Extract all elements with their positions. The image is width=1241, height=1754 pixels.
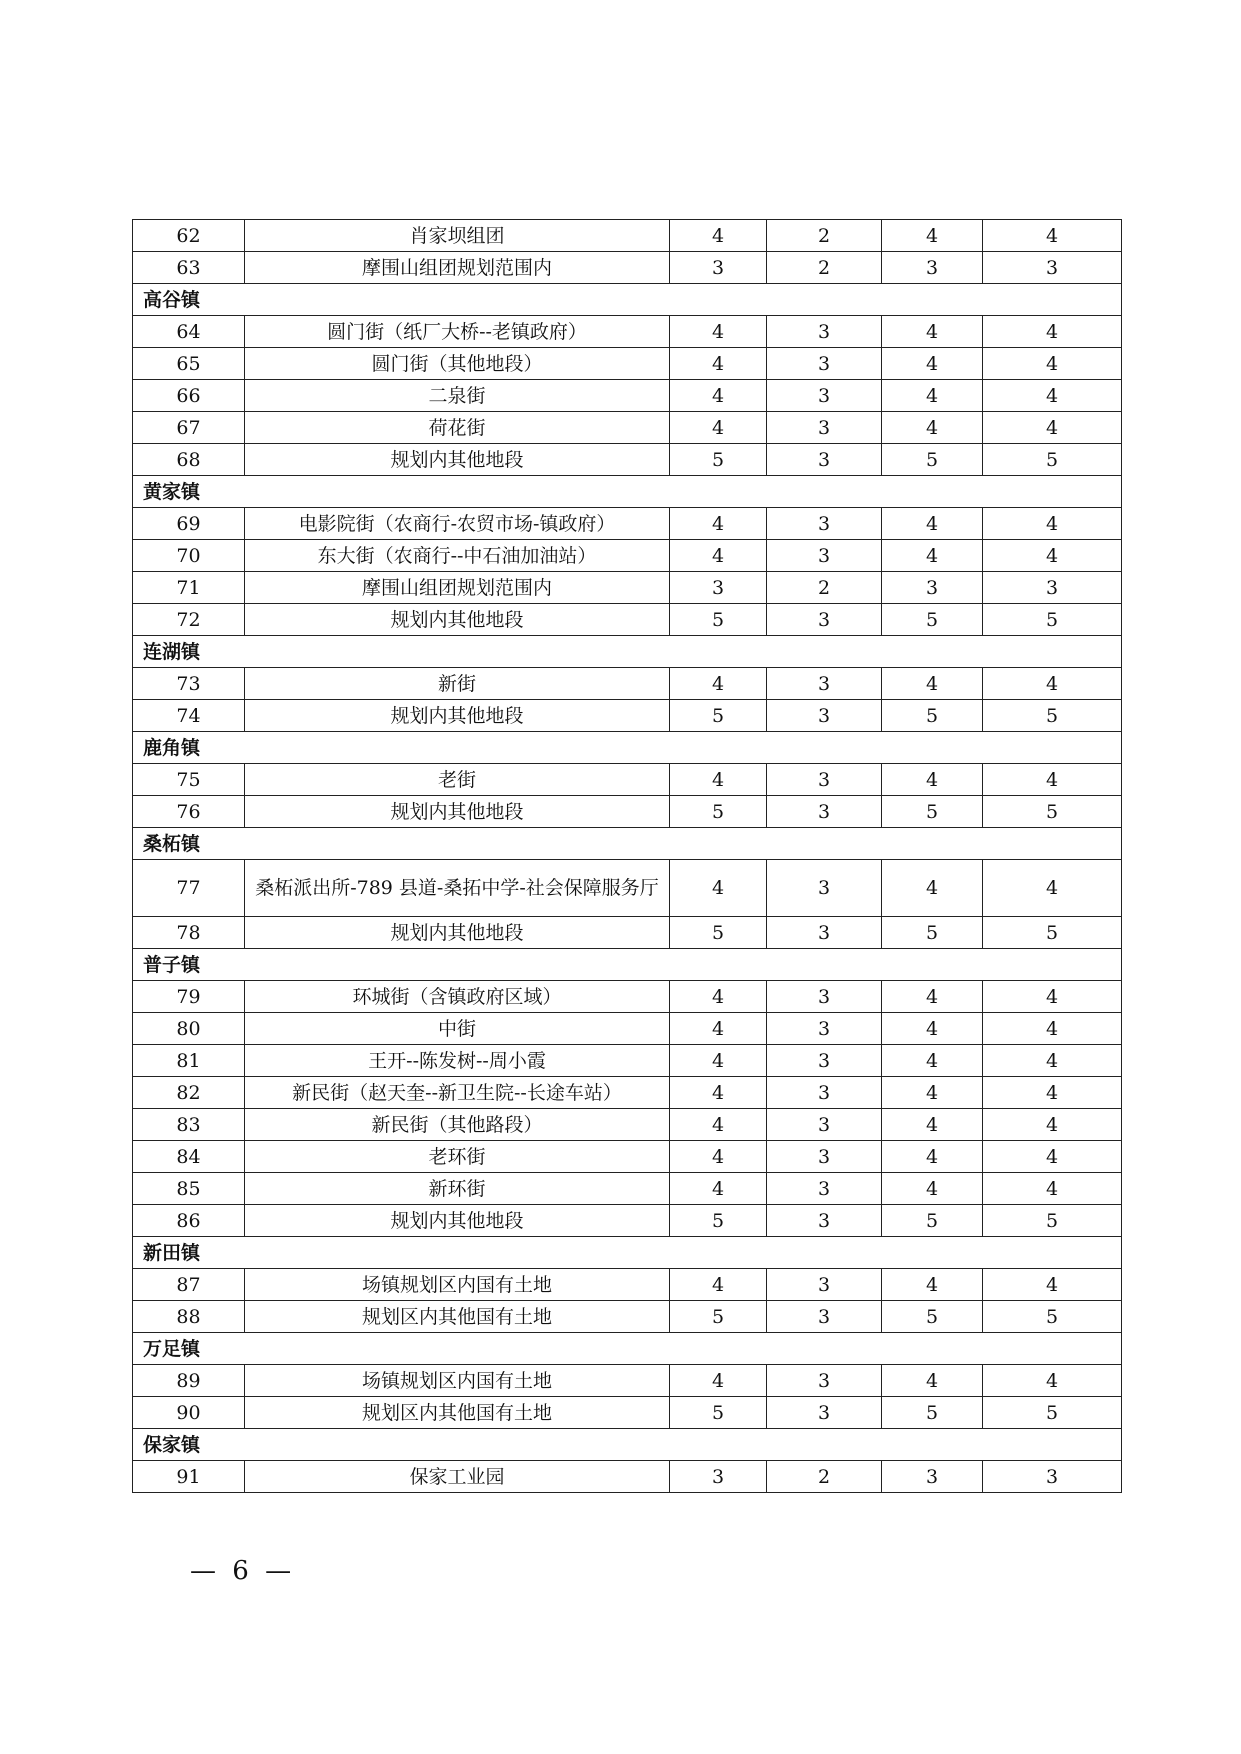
- row-number: 66: [133, 380, 245, 412]
- grade-cell: 5: [882, 700, 983, 732]
- grade-cell: 4: [670, 348, 767, 380]
- table-row: [133, 1205, 1122, 1237]
- grade-cell: 3: [983, 1461, 1122, 1493]
- location-name: 保家工业园: [245, 1461, 670, 1493]
- location-name: 王开--陈发树--周小霞: [245, 1045, 670, 1077]
- location-name: 规划内其他地段: [245, 700, 670, 732]
- row-number: 69: [133, 508, 245, 540]
- grade-cell: 4: [670, 1013, 767, 1045]
- grade-cell: 5: [670, 1205, 767, 1237]
- grade-cell: 4: [670, 1077, 767, 1109]
- grade-cell: 3: [767, 1141, 882, 1173]
- location-name: 老环街: [245, 1141, 670, 1173]
- row-number: 74: [133, 700, 245, 732]
- grade-cell: 5: [882, 1301, 983, 1333]
- grade-cell: 5: [670, 917, 767, 949]
- location-name: 摩围山组团规划范围内: [245, 572, 670, 604]
- grade-cell: 4: [882, 508, 983, 540]
- location-name: 东大街（农商行--中石油加油站）: [245, 540, 670, 572]
- row-number: 71: [133, 572, 245, 604]
- grade-cell: 3: [767, 1013, 882, 1045]
- grade-cell: 5: [983, 917, 1122, 949]
- table-row: [133, 252, 1122, 284]
- row-number: 73: [133, 668, 245, 700]
- group-header-row: [133, 828, 1122, 860]
- row-number: 63: [133, 252, 245, 284]
- grade-cell: 4: [882, 1045, 983, 1077]
- row-number: 89: [133, 1365, 245, 1397]
- town-name: 桑柘镇: [133, 828, 1122, 860]
- row-number: 83: [133, 1109, 245, 1141]
- grade-cell: 4: [983, 380, 1122, 412]
- table-row: [133, 1301, 1122, 1333]
- grade-cell: 5: [882, 604, 983, 636]
- grade-cell: 4: [670, 764, 767, 796]
- table-row: [133, 1173, 1122, 1205]
- grade-cell: 4: [670, 316, 767, 348]
- table-row: [133, 604, 1122, 636]
- group-header-row: [133, 284, 1122, 316]
- group-header-row: [133, 1333, 1122, 1365]
- row-number: 88: [133, 1301, 245, 1333]
- grade-cell: 3: [670, 252, 767, 284]
- row-number: 68: [133, 444, 245, 476]
- row-number: 76: [133, 796, 245, 828]
- grade-cell: 2: [767, 220, 882, 252]
- table-row: [133, 316, 1122, 348]
- grade-cell: 4: [882, 1077, 983, 1109]
- grade-cell: 3: [767, 1269, 882, 1301]
- table-row: [133, 796, 1122, 828]
- grade-cell: 4: [882, 764, 983, 796]
- grade-cell: 3: [767, 668, 882, 700]
- location-name: 规划区内其他国有土地: [245, 1301, 670, 1333]
- grade-cell: 3: [767, 316, 882, 348]
- location-name: 规划内其他地段: [245, 1205, 670, 1237]
- grade-cell: 4: [983, 764, 1122, 796]
- town-name: 鹿角镇: [133, 732, 1122, 764]
- grade-cell: 5: [670, 700, 767, 732]
- table-row: [133, 1109, 1122, 1141]
- row-number: 65: [133, 348, 245, 380]
- grade-cell: 4: [983, 316, 1122, 348]
- row-number: 75: [133, 764, 245, 796]
- row-number: 90: [133, 1397, 245, 1429]
- grade-cell: 3: [767, 764, 882, 796]
- location-name: 二泉街: [245, 380, 670, 412]
- row-number: 67: [133, 412, 245, 444]
- table-row: [133, 380, 1122, 412]
- row-number: 86: [133, 1205, 245, 1237]
- location-name: 中街: [245, 1013, 670, 1045]
- row-number: 85: [133, 1173, 245, 1205]
- location-name: 新环街: [245, 1173, 670, 1205]
- grade-cell: 5: [882, 444, 983, 476]
- grade-cell: 4: [882, 1013, 983, 1045]
- table-row: [133, 1141, 1122, 1173]
- grade-cell: 4: [882, 316, 983, 348]
- grade-cell: 5: [882, 1397, 983, 1429]
- grade-cell: 5: [983, 700, 1122, 732]
- grade-cell: 4: [983, 1269, 1122, 1301]
- grade-cell: 2: [767, 1461, 882, 1493]
- location-name: 电影院街（农商行-农贸市场-镇政府）: [245, 508, 670, 540]
- table-row: [133, 1461, 1122, 1493]
- grade-cell: 4: [670, 668, 767, 700]
- town-name: 高谷镇: [133, 284, 1122, 316]
- grade-cell: 4: [983, 668, 1122, 700]
- location-name: 老街: [245, 764, 670, 796]
- grade-cell: 4: [983, 981, 1122, 1013]
- grade-cell: 4: [983, 1045, 1122, 1077]
- grade-cell: 4: [983, 1109, 1122, 1141]
- grade-cell: 5: [882, 1205, 983, 1237]
- grade-cell: 5: [983, 444, 1122, 476]
- grade-cell: 5: [983, 796, 1122, 828]
- table-body: [133, 220, 1122, 1493]
- town-name: 黄家镇: [133, 476, 1122, 508]
- grade-cell: 3: [767, 444, 882, 476]
- location-name: 新民街（赵天奎--新卫生院--长途车站）: [245, 1077, 670, 1109]
- row-number: 77: [133, 860, 245, 917]
- location-name: 规划内其他地段: [245, 917, 670, 949]
- table-row: [133, 1013, 1122, 1045]
- row-number: 87: [133, 1269, 245, 1301]
- location-name: 圆门街（其他地段）: [245, 348, 670, 380]
- grade-cell: 3: [767, 1045, 882, 1077]
- grade-cell: 3: [767, 796, 882, 828]
- land-grade-table: [132, 219, 1122, 1493]
- grade-cell: 5: [882, 796, 983, 828]
- grade-cell: 4: [983, 1077, 1122, 1109]
- row-number: 91: [133, 1461, 245, 1493]
- grade-cell: 2: [767, 252, 882, 284]
- grade-cell: 4: [670, 860, 767, 917]
- location-name: 新街: [245, 668, 670, 700]
- row-number: 64: [133, 316, 245, 348]
- grade-cell: 4: [670, 1173, 767, 1205]
- grade-cell: 4: [670, 1109, 767, 1141]
- grade-cell: 3: [767, 1397, 882, 1429]
- table-row: [133, 1269, 1122, 1301]
- location-name: 规划区内其他国有土地: [245, 1397, 670, 1429]
- grade-cell: 3: [767, 1365, 882, 1397]
- grade-cell: 4: [983, 220, 1122, 252]
- location-name: 新民街（其他路段）: [245, 1109, 670, 1141]
- grade-cell: 4: [670, 1365, 767, 1397]
- location-name: 规划内其他地段: [245, 796, 670, 828]
- table-row: [133, 700, 1122, 732]
- grade-cell: 3: [670, 572, 767, 604]
- table-row: [133, 412, 1122, 444]
- grade-cell: 3: [767, 604, 882, 636]
- location-name: 环城街（含镇政府区域）: [245, 981, 670, 1013]
- location-name: 桑柘派出所-789 县道-桑拓中学-社会保障服务厅: [245, 860, 670, 917]
- grade-cell: 4: [882, 981, 983, 1013]
- grade-cell: 4: [983, 1173, 1122, 1205]
- row-number: 70: [133, 540, 245, 572]
- row-number: 80: [133, 1013, 245, 1045]
- location-name: 肖家坝组团: [245, 220, 670, 252]
- table-row: [133, 764, 1122, 796]
- group-header-row: [133, 1429, 1122, 1461]
- town-name: 万足镇: [133, 1333, 1122, 1365]
- grade-cell: 3: [670, 1461, 767, 1493]
- location-name: 摩围山组团规划范围内: [245, 252, 670, 284]
- location-name: 场镇规划区内国有土地: [245, 1269, 670, 1301]
- group-header-row: [133, 949, 1122, 981]
- table-row: [133, 444, 1122, 476]
- grade-cell: 5: [983, 604, 1122, 636]
- table-row: [133, 508, 1122, 540]
- location-name: 规划内其他地段: [245, 444, 670, 476]
- grade-cell: 4: [983, 348, 1122, 380]
- grade-cell: 5: [983, 1205, 1122, 1237]
- grade-cell: 3: [767, 1077, 882, 1109]
- grade-cell: 4: [983, 1013, 1122, 1045]
- row-number: 72: [133, 604, 245, 636]
- table-row: [133, 1397, 1122, 1429]
- grade-cell: 3: [767, 540, 882, 572]
- table-row: [133, 917, 1122, 949]
- grade-cell: 4: [983, 540, 1122, 572]
- grade-cell: 3: [767, 412, 882, 444]
- grade-cell: 3: [882, 572, 983, 604]
- table-row: [133, 572, 1122, 604]
- grade-cell: 4: [670, 981, 767, 1013]
- grade-cell: 5: [670, 444, 767, 476]
- grade-cell: 3: [767, 1205, 882, 1237]
- location-name: 圆门街（纸厂大桥--老镇政府）: [245, 316, 670, 348]
- grade-cell: 4: [882, 220, 983, 252]
- grade-cell: 3: [767, 700, 882, 732]
- page-number: — 6 —: [190, 1556, 296, 1586]
- grade-cell: 4: [670, 412, 767, 444]
- grade-cell: 3: [767, 508, 882, 540]
- row-number: 62: [133, 220, 245, 252]
- table-row: [133, 540, 1122, 572]
- grade-cell: 5: [983, 1397, 1122, 1429]
- grade-cell: 5: [670, 796, 767, 828]
- grade-cell: 4: [670, 540, 767, 572]
- town-name: 普子镇: [133, 949, 1122, 981]
- grade-cell: 4: [983, 508, 1122, 540]
- town-name: 保家镇: [133, 1429, 1122, 1461]
- grade-cell: 3: [767, 380, 882, 412]
- group-header-row: [133, 1237, 1122, 1269]
- grade-cell: 3: [767, 981, 882, 1013]
- grade-cell: 4: [983, 860, 1122, 917]
- row-number: 82: [133, 1077, 245, 1109]
- table-row: [133, 860, 1122, 917]
- grade-cell: 3: [767, 348, 882, 380]
- table-row: [133, 220, 1122, 252]
- grade-cell: 4: [882, 412, 983, 444]
- grade-cell: 4: [882, 1141, 983, 1173]
- grade-cell: 2: [767, 572, 882, 604]
- location-name: 规划内其他地段: [245, 604, 670, 636]
- grade-cell: 4: [882, 348, 983, 380]
- grade-cell: 4: [983, 1141, 1122, 1173]
- grade-cell: 3: [767, 1109, 882, 1141]
- grade-cell: 4: [882, 1269, 983, 1301]
- grade-cell: 4: [670, 1045, 767, 1077]
- grade-cell: 4: [882, 1365, 983, 1397]
- row-number: 78: [133, 917, 245, 949]
- grade-cell: 4: [882, 540, 983, 572]
- table-row: [133, 668, 1122, 700]
- row-number: 79: [133, 981, 245, 1013]
- row-number: 81: [133, 1045, 245, 1077]
- grade-cell: 4: [983, 412, 1122, 444]
- table-row: [133, 348, 1122, 380]
- grade-cell: 5: [670, 604, 767, 636]
- grade-cell: 3: [882, 1461, 983, 1493]
- town-name: 新田镇: [133, 1237, 1122, 1269]
- grade-cell: 3: [767, 1301, 882, 1333]
- grade-cell: 3: [882, 252, 983, 284]
- row-number: 84: [133, 1141, 245, 1173]
- location-name: 荷花街: [245, 412, 670, 444]
- grade-cell: 3: [767, 1173, 882, 1205]
- table-row: [133, 1365, 1122, 1397]
- grade-cell: 5: [882, 917, 983, 949]
- grade-cell: 4: [670, 220, 767, 252]
- grade-cell: 4: [670, 380, 767, 412]
- grade-cell: 5: [670, 1397, 767, 1429]
- grade-cell: 3: [983, 572, 1122, 604]
- grade-cell: 3: [983, 252, 1122, 284]
- grade-cell: 5: [983, 1301, 1122, 1333]
- grade-cell: 4: [882, 380, 983, 412]
- group-header-row: [133, 476, 1122, 508]
- grade-cell: 4: [670, 1141, 767, 1173]
- grade-cell: 4: [670, 1269, 767, 1301]
- grade-cell: 3: [767, 860, 882, 917]
- grade-cell: 3: [767, 917, 882, 949]
- grade-cell: 4: [882, 1173, 983, 1205]
- table-row: [133, 1045, 1122, 1077]
- grade-cell: 5: [670, 1301, 767, 1333]
- group-header-row: [133, 732, 1122, 764]
- group-header-row: [133, 636, 1122, 668]
- grade-cell: 4: [670, 508, 767, 540]
- grade-cell: 4: [983, 1365, 1122, 1397]
- town-name: 连湖镇: [133, 636, 1122, 668]
- table-row: [133, 1077, 1122, 1109]
- grade-cell: 4: [882, 860, 983, 917]
- location-name: 场镇规划区内国有土地: [245, 1365, 670, 1397]
- grade-cell: 4: [882, 1109, 983, 1141]
- table-row: [133, 981, 1122, 1013]
- grade-cell: 4: [882, 668, 983, 700]
